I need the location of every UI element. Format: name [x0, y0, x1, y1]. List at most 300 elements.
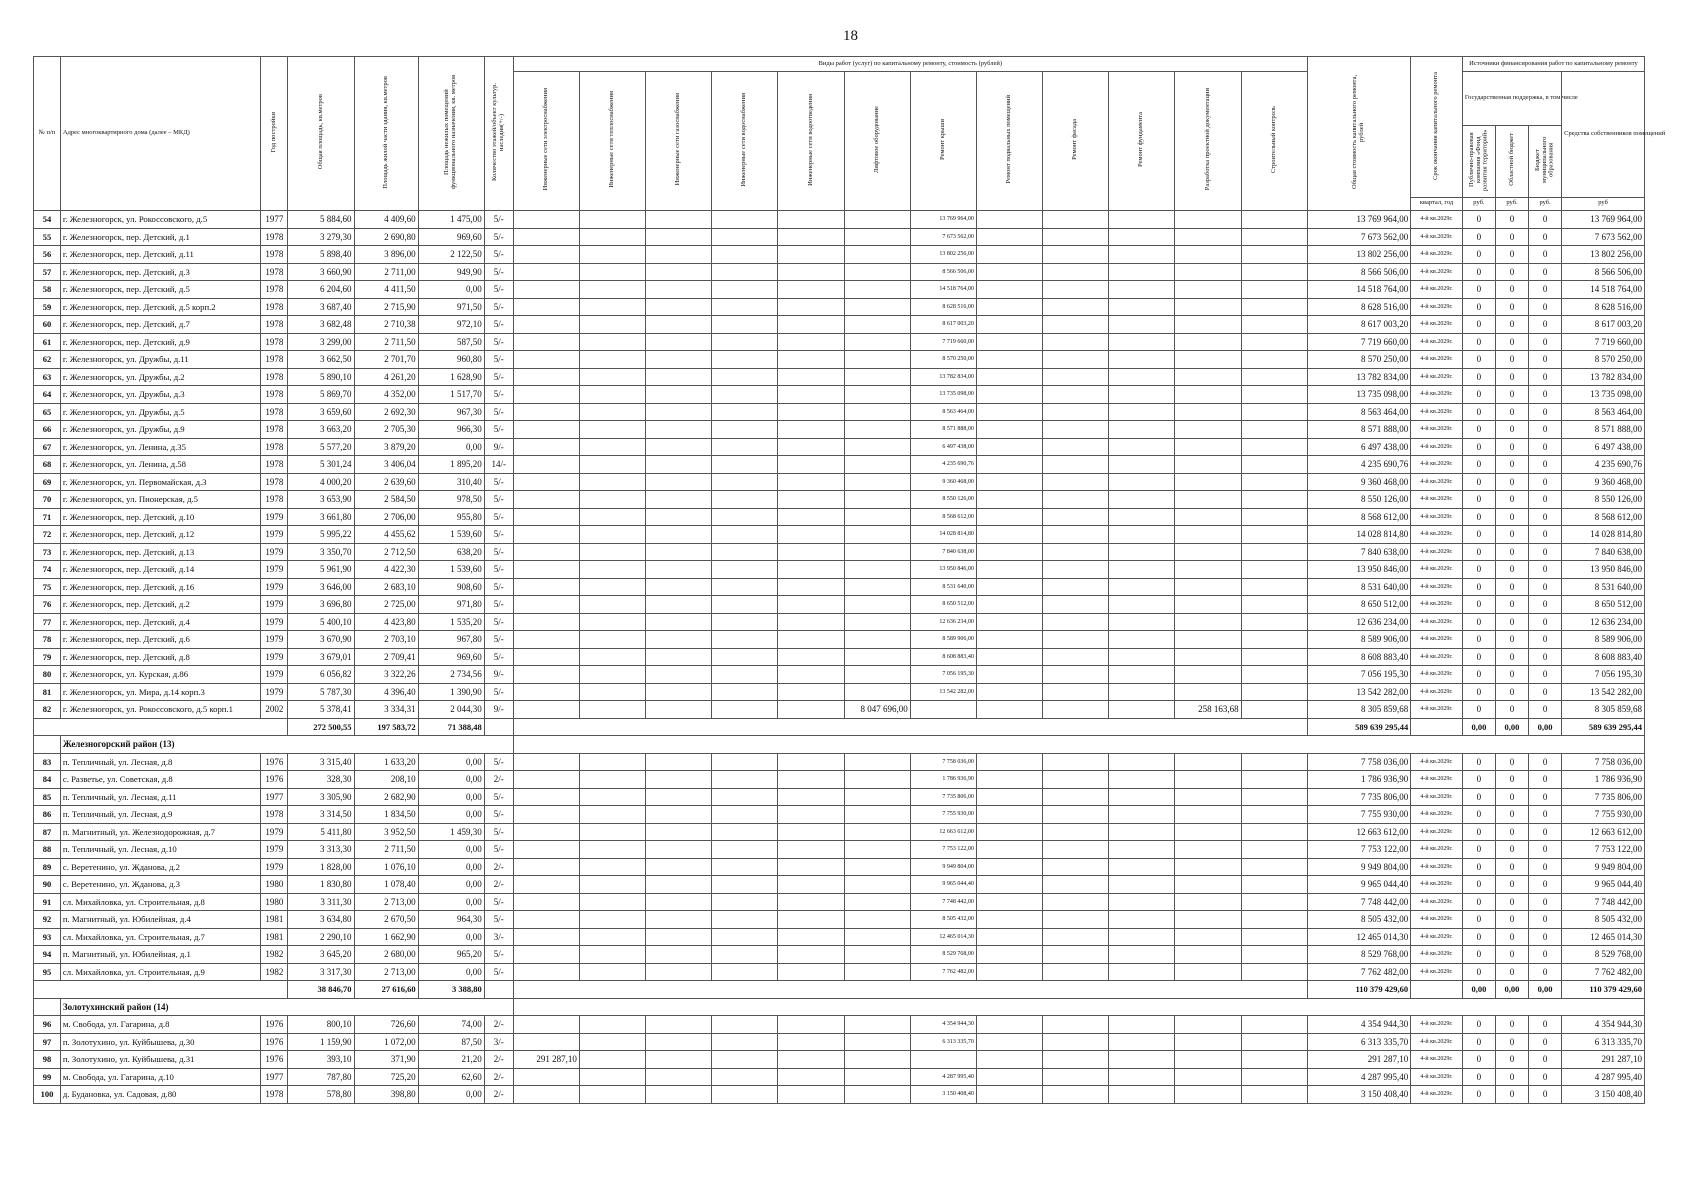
work-roof-cell: 7 758 036,00: [910, 753, 976, 771]
work-gas-cell: [646, 683, 712, 701]
work-basement-cell: [976, 858, 1042, 876]
total-cost-cell: 9 360 468,00: [1307, 473, 1410, 491]
work-lift-cell: [844, 1051, 910, 1069]
table-row: [34, 228, 1645, 246]
work-foundation-cell: [1109, 508, 1175, 526]
fund-cell: 0: [1462, 578, 1495, 596]
total-area-cell: 3 645,20: [288, 946, 354, 964]
table-row: [34, 858, 1645, 876]
work-control-cell: [1241, 298, 1307, 316]
work-sewer-cell: [778, 246, 844, 264]
work-water-cell: [712, 893, 778, 911]
address-cell: г. Железногорск, ул. Дружбы, д.2: [60, 368, 261, 386]
work-water-cell: [712, 473, 778, 491]
table-row: [34, 281, 1645, 299]
fund-cell: 0: [1462, 403, 1495, 421]
work-sewer-cell: [778, 631, 844, 649]
address-cell: г. Железногорск, пер. Детский, д.6: [60, 631, 261, 649]
work-foundation-cell: [1109, 473, 1175, 491]
work-heat-cell: [579, 753, 645, 771]
owners-cell: 7 056 195,30: [1562, 666, 1645, 684]
floors-cell: 5/-: [484, 631, 513, 649]
work-design-cell: [1175, 263, 1241, 281]
work-control-cell: [1241, 246, 1307, 264]
work-electric-cell: [513, 438, 579, 456]
subtotal-spacer: [34, 981, 288, 999]
table-row: [34, 771, 1645, 789]
table-row: [34, 351, 1645, 369]
regional-cell: 0: [1495, 228, 1528, 246]
work-basement-cell: [976, 351, 1042, 369]
living-area-cell: 4 422,30: [354, 561, 418, 579]
work-electric-cell: [513, 876, 579, 894]
subtotal-municipal: 0,00: [1529, 981, 1562, 999]
nonliving-area-cell: 310,40: [418, 473, 484, 491]
total-cost-cell: 7 840 638,00: [1307, 543, 1410, 561]
fund-cell: 0: [1462, 351, 1495, 369]
work-design-cell: [1175, 946, 1241, 964]
floors-cell: 3/-: [484, 1033, 513, 1051]
subtotal-works: [513, 981, 1307, 999]
work-electric-cell: [513, 211, 579, 229]
owners-cell: 7 755 930,00: [1562, 806, 1645, 824]
term-cell: 4-й кв.2029г.: [1411, 1016, 1463, 1034]
nonliving-area-cell: 0,00: [418, 928, 484, 946]
living-area-cell: 2 712,50: [354, 543, 418, 561]
work-roof-cell: 8 570 250,00: [910, 351, 976, 369]
regional-cell: 0: [1495, 1016, 1528, 1034]
total-cost-cell: 13 782 834,00: [1307, 368, 1410, 386]
work-design-cell: [1175, 683, 1241, 701]
term-cell: 4-й кв.2029г.: [1411, 508, 1463, 526]
total-area-cell: 800,10: [288, 1016, 354, 1034]
row-number: 66: [34, 421, 61, 439]
municipal-cell: 0: [1529, 683, 1562, 701]
nonliving-area-cell: 62,60: [418, 1068, 484, 1086]
address-cell: с. Разветье, ул. Советская, д.8: [60, 771, 261, 789]
living-area-cell: 1 076,10: [354, 858, 418, 876]
work-water-cell: [712, 1016, 778, 1034]
owners-cell: 7 673 562,00: [1562, 228, 1645, 246]
header-owners: Средства собственников помещений: [1562, 72, 1645, 198]
total-area-cell: 3 646,00: [288, 578, 354, 596]
work-foundation-cell: [1109, 456, 1175, 474]
work-design-cell: [1175, 876, 1241, 894]
work-foundation-cell: [1109, 246, 1175, 264]
subtotal-cost: 110 379 429,60: [1307, 981, 1410, 999]
work-design-cell: [1175, 596, 1241, 614]
subtotal-term: [1411, 981, 1463, 999]
total-area-cell: 5 411,80: [288, 823, 354, 841]
work-foundation-cell: [1109, 631, 1175, 649]
living-area-cell: 4 261,20: [354, 368, 418, 386]
work-water-cell: [712, 508, 778, 526]
work-foundation-cell: [1109, 963, 1175, 981]
address-cell: г. Железногорск, ул. Рокоссовского, д.5: [60, 211, 261, 229]
work-roof-cell: 8 568 612,00: [910, 508, 976, 526]
work-gas-cell: [646, 421, 712, 439]
owners-cell: 8 529 768,00: [1562, 946, 1645, 964]
regional-cell: 0: [1495, 491, 1528, 509]
work-facade-cell: [1043, 403, 1109, 421]
owners-cell: 8 531 640,00: [1562, 578, 1645, 596]
nonliving-area-cell: 1 459,30: [418, 823, 484, 841]
subtotal-cost: 589 639 295,44: [1307, 718, 1410, 736]
work-control-cell: [1241, 1068, 1307, 1086]
year-cell: 1976: [261, 1033, 288, 1051]
living-area-cell: 2 682,90: [354, 788, 418, 806]
work-lift-cell: [844, 1016, 910, 1034]
fund-cell: 0: [1462, 246, 1495, 264]
work-heat-cell: [579, 1033, 645, 1051]
municipal-cell: 0: [1529, 263, 1562, 281]
fund-cell: 0: [1462, 631, 1495, 649]
work-basement-cell: [976, 666, 1042, 684]
work-water-cell: [712, 1033, 778, 1051]
owners-cell: 3 150 408,40: [1562, 1086, 1645, 1104]
work-foundation-cell: [1109, 1086, 1175, 1104]
work-design-cell: [1175, 771, 1241, 789]
work-water-cell: [712, 526, 778, 544]
living-area-cell: 1 078,40: [354, 876, 418, 894]
total-cost-cell: 8 571 888,00: [1307, 421, 1410, 439]
address-cell: г. Железногорск, ул. Ленина, д.35: [60, 438, 261, 456]
work-heat-cell: [579, 963, 645, 981]
row-number: 92: [34, 911, 61, 929]
header-floors: Количество этажей/объект культур. наследия(+/-): [484, 57, 513, 211]
year-cell: 1976: [261, 1016, 288, 1034]
work-heat-cell: [579, 228, 645, 246]
work-lift-cell: [844, 613, 910, 631]
work-control-cell: [1241, 316, 1307, 334]
nonliving-area-cell: 967,30: [418, 403, 484, 421]
work-facade-cell: [1043, 683, 1109, 701]
row-number: 98: [34, 1051, 61, 1069]
row-number: 91: [34, 893, 61, 911]
work-design-cell: [1175, 421, 1241, 439]
work-water-cell: [712, 211, 778, 229]
work-gas-cell: [646, 543, 712, 561]
table-row: [34, 578, 1645, 596]
header-work-electric: Инженерные сети электроснабжения: [513, 72, 579, 211]
work-roof-cell: 8 550 126,00: [910, 491, 976, 509]
work-water-cell: [712, 246, 778, 264]
row-number: 55: [34, 228, 61, 246]
regional-cell: 0: [1495, 403, 1528, 421]
owners-cell: 291 287,10: [1562, 1051, 1645, 1069]
work-basement-cell: [976, 526, 1042, 544]
work-roof-cell: 13 782 834,00: [910, 368, 976, 386]
work-gas-cell: [646, 508, 712, 526]
work-roof-cell: 8 650 512,00: [910, 596, 976, 614]
regional-cell: 0: [1495, 368, 1528, 386]
work-facade-cell: [1043, 893, 1109, 911]
work-sewer-cell: [778, 403, 844, 421]
work-lift-cell: [844, 333, 910, 351]
work-electric-cell: [513, 386, 579, 404]
work-roof-cell: 4 354 944,30: [910, 1016, 976, 1034]
living-area-cell: 2 584,50: [354, 491, 418, 509]
year-cell: 1978: [261, 386, 288, 404]
municipal-cell: 0: [1529, 893, 1562, 911]
work-roof-cell: 7 748 442,00: [910, 893, 976, 911]
address-cell: г. Железногорск, ул. Мира, д.14 корп.3: [60, 683, 261, 701]
work-sewer-cell: [778, 491, 844, 509]
total-cost-cell: 8 568 612,00: [1307, 508, 1410, 526]
fund-cell: 0: [1462, 806, 1495, 824]
address-cell: п. Золотухино, ул. Куйбышева, д.30: [60, 1033, 261, 1051]
work-facade-cell: [1043, 543, 1109, 561]
work-basement-cell: [976, 491, 1042, 509]
work-roof-cell: 8 589 906,00: [910, 631, 976, 649]
living-area-cell: 4 455,62: [354, 526, 418, 544]
work-heat-cell: [579, 403, 645, 421]
district-label: Железногорский район (13): [60, 736, 513, 754]
address-cell: м. Свобода, ул. Гагарина, д.8: [60, 1016, 261, 1034]
floors-cell: 14/-: [484, 456, 513, 474]
row-number: 94: [34, 946, 61, 964]
work-lift-cell: [844, 771, 910, 789]
total-area-cell: 3 682,48: [288, 316, 354, 334]
work-water-cell: [712, 281, 778, 299]
work-gas-cell: [646, 1033, 712, 1051]
municipal-cell: 0: [1529, 456, 1562, 474]
term-cell: 4-й кв.2029г.: [1411, 421, 1463, 439]
row-number: 81: [34, 683, 61, 701]
work-water-cell: [712, 263, 778, 281]
year-cell: 1976: [261, 753, 288, 771]
work-control-cell: [1241, 928, 1307, 946]
year-cell: 1978: [261, 473, 288, 491]
year-cell: 1978: [261, 333, 288, 351]
regional-cell: 0: [1495, 613, 1528, 631]
regional-cell: 0: [1495, 246, 1528, 264]
row-number: 85: [34, 788, 61, 806]
work-design-cell: [1175, 1068, 1241, 1086]
work-electric-cell: [513, 263, 579, 281]
total-cost-cell: 3 150 408,40: [1307, 1086, 1410, 1104]
total-cost-cell: 13 769 964,00: [1307, 211, 1410, 229]
owners-cell: 13 802 256,00: [1562, 246, 1645, 264]
header-address: Адрес многоквартирного дома (далее – МКД): [60, 57, 261, 211]
work-electric-cell: [513, 823, 579, 841]
table-row: [34, 421, 1645, 439]
work-sewer-cell: [778, 281, 844, 299]
work-basement-cell: [976, 701, 1042, 719]
header-num: № п/п: [34, 57, 61, 211]
year-cell: 1979: [261, 823, 288, 841]
address-cell: г. Железногорск, пер. Детский, д.16: [60, 578, 261, 596]
term-cell: 4-й кв.2029г.: [1411, 263, 1463, 281]
work-heat-cell: [579, 263, 645, 281]
term-cell: 4-й кв.2029г.: [1411, 246, 1463, 264]
district-label: Золотухинский район (14): [60, 998, 513, 1016]
living-area-cell: 2 725,00: [354, 596, 418, 614]
work-design-cell: [1175, 1086, 1241, 1104]
row-number: 79: [34, 648, 61, 666]
total-cost-cell: 9 949 804,00: [1307, 858, 1410, 876]
fund-cell: 0: [1462, 666, 1495, 684]
work-heat-cell: [579, 788, 645, 806]
work-control-cell: [1241, 876, 1307, 894]
floors-cell: 2/-: [484, 1051, 513, 1069]
address-cell: г. Железногорск, пер. Детский, д.14: [60, 561, 261, 579]
work-control-cell: [1241, 631, 1307, 649]
address-cell: п. Тепличный, ул. Лесная, д.11: [60, 788, 261, 806]
header-work-lift: Лифтовое оборудование: [844, 72, 910, 211]
total-area-cell: 3 305,90: [288, 788, 354, 806]
work-basement-cell: [976, 211, 1042, 229]
year-cell: 1978: [261, 351, 288, 369]
work-electric-cell: [513, 508, 579, 526]
work-gas-cell: [646, 578, 712, 596]
municipal-cell: 0: [1529, 858, 1562, 876]
regional-cell: 0: [1495, 631, 1528, 649]
work-lift-cell: [844, 841, 910, 859]
work-control-cell: [1241, 456, 1307, 474]
work-gas-cell: [646, 946, 712, 964]
work-lift-cell: [844, 421, 910, 439]
work-lift-cell: [844, 788, 910, 806]
municipal-cell: 0: [1529, 1068, 1562, 1086]
total-cost-cell: 7 056 195,30: [1307, 666, 1410, 684]
work-facade-cell: [1043, 806, 1109, 824]
work-heat-cell: [579, 508, 645, 526]
floors-cell: 3/-: [484, 928, 513, 946]
year-cell: 1978: [261, 263, 288, 281]
floors-cell: 2/-: [484, 858, 513, 876]
living-area-cell: 4 396,40: [354, 683, 418, 701]
living-area-cell: 371,90: [354, 1051, 418, 1069]
table-row: [34, 876, 1645, 894]
living-area-cell: 2 639,60: [354, 473, 418, 491]
floors-cell: 5/-: [484, 963, 513, 981]
work-roof-cell: 8 608 883,40: [910, 648, 976, 666]
work-lift-cell: [844, 823, 910, 841]
work-water-cell: [712, 438, 778, 456]
fund-cell: 0: [1462, 298, 1495, 316]
work-lift-cell: [844, 683, 910, 701]
year-cell: 1978: [261, 298, 288, 316]
work-water-cell: [712, 333, 778, 351]
work-gas-cell: [646, 281, 712, 299]
year-cell: 1978: [261, 246, 288, 264]
regional-cell: 0: [1495, 508, 1528, 526]
total-cost-cell: 7 758 036,00: [1307, 753, 1410, 771]
year-cell: 1977: [261, 788, 288, 806]
work-heat-cell: [579, 561, 645, 579]
work-facade-cell: [1043, 823, 1109, 841]
work-roof-cell: 14 518 764,00: [910, 281, 976, 299]
work-sewer-cell: [778, 841, 844, 859]
work-facade-cell: [1043, 1051, 1109, 1069]
table-row: [34, 613, 1645, 631]
header-work-facade: Ремонт фасада: [1043, 72, 1109, 211]
work-lift-cell: [844, 911, 910, 929]
work-foundation-cell: [1109, 333, 1175, 351]
work-sewer-cell: [778, 858, 844, 876]
work-design-cell: [1175, 806, 1241, 824]
unit-owners: руб: [1562, 197, 1645, 210]
work-basement-cell: [976, 753, 1042, 771]
work-sewer-cell: [778, 823, 844, 841]
work-roof-cell: 9 949 804,00: [910, 858, 976, 876]
work-water-cell: [712, 666, 778, 684]
work-sewer-cell: [778, 211, 844, 229]
work-control-cell: [1241, 1086, 1307, 1104]
subtotal-floors: [484, 718, 513, 736]
work-design-cell: [1175, 1016, 1241, 1034]
term-cell: 4-й кв.2029г.: [1411, 491, 1463, 509]
work-water-cell: [712, 543, 778, 561]
regional-cell: 0: [1495, 771, 1528, 789]
floors-cell: 5/-: [484, 648, 513, 666]
row-number: 59: [34, 298, 61, 316]
table-row: [34, 508, 1645, 526]
year-cell: 1979: [261, 596, 288, 614]
work-sewer-cell: [778, 666, 844, 684]
nonliving-area-cell: 969,60: [418, 228, 484, 246]
work-heat-cell: [579, 613, 645, 631]
work-facade-cell: [1043, 298, 1109, 316]
work-design-cell: [1175, 631, 1241, 649]
work-gas-cell: [646, 263, 712, 281]
work-heat-cell: [579, 1068, 645, 1086]
work-heat-cell: [579, 1086, 645, 1104]
fund-cell: 0: [1462, 438, 1495, 456]
address-cell: сл. Михайловка, ул. Строительная, д.7: [60, 928, 261, 946]
work-basement-cell: [976, 263, 1042, 281]
work-lift-cell: [844, 386, 910, 404]
work-basement-cell: [976, 788, 1042, 806]
work-facade-cell: [1043, 876, 1109, 894]
regional-cell: 0: [1495, 666, 1528, 684]
work-foundation-cell: [1109, 491, 1175, 509]
fund-cell: 0: [1462, 1016, 1495, 1034]
term-cell: 4-й кв.2029г.: [1411, 648, 1463, 666]
work-basement-cell: [976, 561, 1042, 579]
work-facade-cell: [1043, 368, 1109, 386]
owners-cell: 8 566 506,00: [1562, 263, 1645, 281]
regional-cell: 0: [1495, 753, 1528, 771]
work-sewer-cell: [778, 351, 844, 369]
work-sewer-cell: [778, 1033, 844, 1051]
work-lift-cell: [844, 473, 910, 491]
term-cell: 4-й кв.2029г.: [1411, 473, 1463, 491]
owners-cell: 13 735 098,00: [1562, 386, 1645, 404]
living-area-cell: 2 711,50: [354, 333, 418, 351]
work-heat-cell: [579, 298, 645, 316]
work-gas-cell: [646, 403, 712, 421]
floors-cell: 5/-: [484, 491, 513, 509]
row-number: 80: [34, 666, 61, 684]
fund-cell: 0: [1462, 823, 1495, 841]
work-sewer-cell: [778, 316, 844, 334]
year-cell: 1979: [261, 561, 288, 579]
nonliving-area-cell: 0,00: [418, 788, 484, 806]
owners-cell: 8 650 512,00: [1562, 596, 1645, 614]
work-heat-cell: [579, 526, 645, 544]
work-facade-cell: [1043, 578, 1109, 596]
total-cost-cell: 13 735 098,00: [1307, 386, 1410, 404]
work-roof-cell: 7 735 806,00: [910, 788, 976, 806]
work-electric-cell: [513, 333, 579, 351]
living-area-cell: 398,80: [354, 1086, 418, 1104]
work-basement-cell: [976, 298, 1042, 316]
work-control-cell: [1241, 368, 1307, 386]
work-gas-cell: [646, 771, 712, 789]
work-basement-cell: [976, 228, 1042, 246]
